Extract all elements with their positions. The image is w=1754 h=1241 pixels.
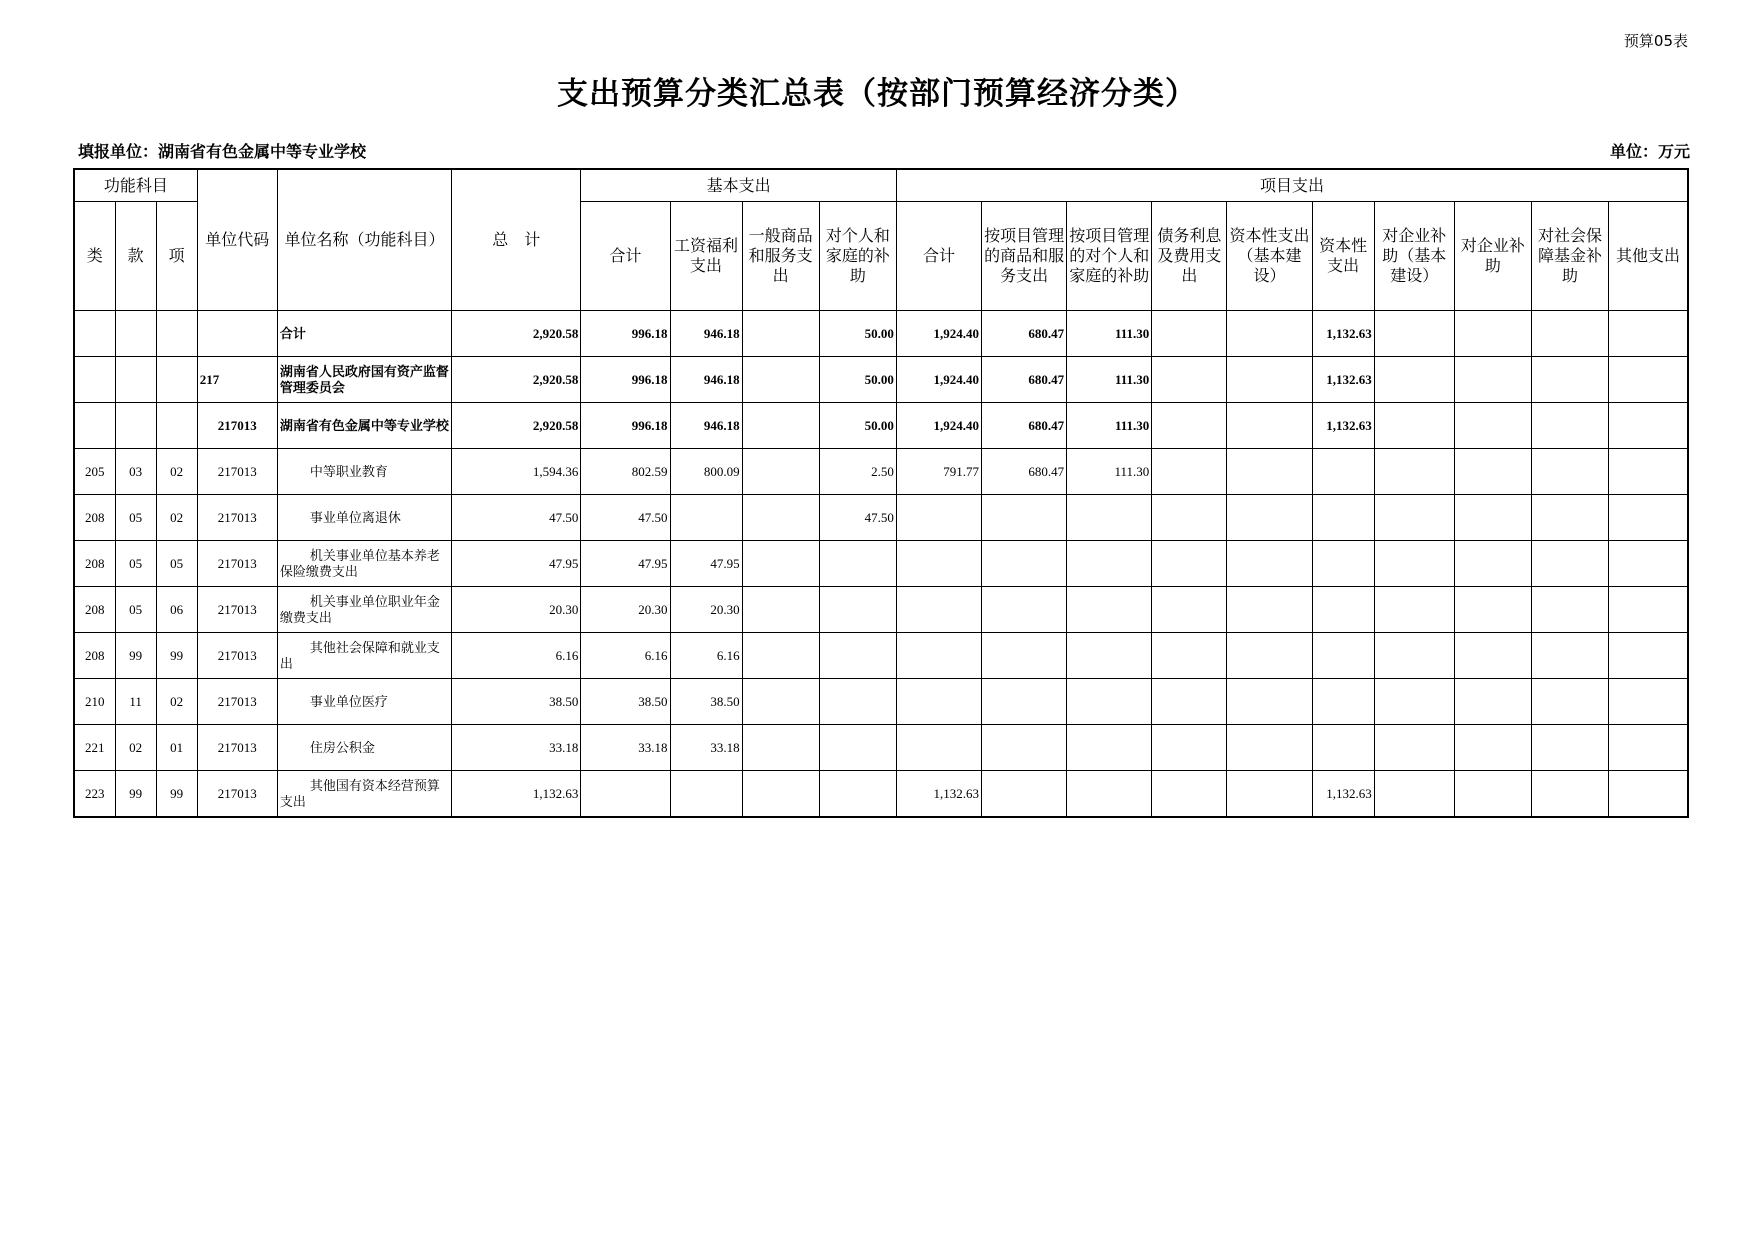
cell-total: 2,920.58	[452, 311, 581, 357]
cell-proj-total	[896, 495, 981, 541]
cell-proj-total	[896, 679, 981, 725]
cell-lei: 221	[74, 725, 115, 771]
cell-code: 217013	[197, 587, 277, 633]
cell-proj-personal	[1067, 725, 1152, 771]
cell-capital: 1,132.63	[1312, 357, 1374, 403]
cell-goods	[742, 495, 819, 541]
cell-proj-personal: 111.30	[1067, 311, 1152, 357]
unit-name-text: 其他社会保障和就业支出	[279, 639, 440, 671]
cell-proj-total: 1,924.40	[896, 311, 981, 357]
cell-social	[1531, 541, 1608, 587]
cell-debt	[1152, 357, 1227, 403]
cell-kuan: 99	[115, 633, 156, 679]
cell-proj-goods: 680.47	[982, 449, 1067, 495]
cell-proj-personal	[1067, 633, 1152, 679]
cell-other	[1609, 541, 1688, 587]
cell-proj-goods: 680.47	[982, 357, 1067, 403]
cell-total: 1,132.63	[452, 771, 581, 818]
cell-basic-total	[581, 771, 670, 818]
cell-social	[1531, 771, 1608, 818]
cell-ent-construct	[1374, 541, 1454, 587]
cell-lei: 208	[74, 495, 115, 541]
cell-capital-construct	[1227, 495, 1312, 541]
cell-lei: 208	[74, 587, 115, 633]
cell-kuan: 02	[115, 725, 156, 771]
cell-code: 217013	[197, 633, 277, 679]
cell-lei: 205	[74, 449, 115, 495]
cell-ent	[1454, 311, 1531, 357]
cell-goods	[742, 771, 819, 818]
cell-social	[1531, 311, 1608, 357]
cell-proj-goods	[982, 771, 1067, 818]
cell-kuan	[115, 357, 156, 403]
cell-proj-total	[896, 633, 981, 679]
cell-capital-construct	[1227, 311, 1312, 357]
cell-social	[1531, 587, 1608, 633]
cell-wages: 38.50	[670, 679, 742, 725]
cell-personal	[819, 679, 896, 725]
cell-ent	[1454, 403, 1531, 449]
cell-proj-personal: 111.30	[1067, 449, 1152, 495]
cell-social	[1531, 357, 1608, 403]
table-row	[74, 541, 1688, 587]
cell-capital	[1312, 495, 1374, 541]
cell-code: 217013	[197, 541, 277, 587]
cell-basic-total: 996.18	[581, 403, 670, 449]
cell-debt	[1152, 771, 1227, 818]
cell-personal	[819, 541, 896, 587]
cell-goods	[742, 357, 819, 403]
cell-total: 2,920.58	[452, 403, 581, 449]
unit-name-text: 湖南省人民政府国有资产监督管理委员会	[279, 363, 449, 395]
cell-wages: 33.18	[670, 725, 742, 771]
cell-code: 217013	[197, 495, 277, 541]
cell-capital	[1312, 633, 1374, 679]
header-ent-construct: 对企业补助（基本建设）	[1374, 202, 1454, 311]
fill-unit: 填报单位：湖南省有色金属中等专业学校	[78, 142, 367, 161]
cell-personal	[819, 633, 896, 679]
cell-wages: 20.30	[670, 587, 742, 633]
cell-basic-total: 20.30	[581, 587, 670, 633]
cell-capital-construct	[1227, 725, 1312, 771]
cell-code: 217013	[197, 449, 277, 495]
cell-wages: 47.95	[670, 541, 742, 587]
header-debt: 债务利息及费用支出	[1152, 202, 1227, 311]
cell-ent-construct	[1374, 679, 1454, 725]
unit-name-text: 机关事业单位基本养老保险缴费支出	[279, 547, 440, 579]
cell-ent-construct	[1374, 449, 1454, 495]
cell-proj-total: 1,924.40	[896, 357, 981, 403]
cell-goods	[742, 403, 819, 449]
cell-xiang: 99	[156, 633, 197, 679]
header-project: 项目支出	[896, 169, 1688, 202]
cell-wages: 800.09	[670, 449, 742, 495]
cell-proj-goods	[982, 495, 1067, 541]
cell-name	[277, 311, 451, 357]
cell-wages	[670, 771, 742, 818]
unit-name-text: 中等职业教育	[309, 463, 388, 479]
cell-kuan: 99	[115, 771, 156, 818]
cell-other	[1609, 587, 1688, 633]
cell-proj-personal	[1067, 771, 1152, 818]
cell-capital-construct	[1227, 403, 1312, 449]
cell-capital	[1312, 679, 1374, 725]
cell-social	[1531, 403, 1608, 449]
cell-total: 33.18	[452, 725, 581, 771]
cell-goods	[742, 449, 819, 495]
cell-lei: 208	[74, 541, 115, 587]
cell-debt	[1152, 311, 1227, 357]
cell-total: 1,594.36	[452, 449, 581, 495]
cell-name	[277, 725, 451, 771]
header-xiang: 项	[156, 202, 197, 311]
cell-basic-total: 47.95	[581, 541, 670, 587]
cell-capital	[1312, 587, 1374, 633]
cell-ent	[1454, 449, 1531, 495]
cell-lei: 208	[74, 633, 115, 679]
unit-name-text: 事业单位医疗	[309, 693, 388, 709]
cell-xiang: 02	[156, 449, 197, 495]
header-unit-name: 单位名称（功能科目）	[277, 169, 451, 311]
header-proj-goods: 按项目管理的商品和服务支出	[982, 202, 1067, 311]
table-row	[74, 311, 1688, 357]
table-row	[74, 357, 1688, 403]
cell-basic-total: 33.18	[581, 725, 670, 771]
unit-name-text: 事业单位离退休	[309, 509, 401, 525]
header-personal: 对个人和家庭的补助	[819, 202, 896, 311]
cell-personal: 50.00	[819, 357, 896, 403]
cell-ent-construct	[1374, 403, 1454, 449]
cell-kuan: 05	[115, 587, 156, 633]
cell-proj-personal	[1067, 587, 1152, 633]
cell-name	[277, 771, 451, 818]
cell-basic-total: 6.16	[581, 633, 670, 679]
table-row	[74, 771, 1688, 818]
cell-capital-construct	[1227, 633, 1312, 679]
cell-basic-total: 38.50	[581, 679, 670, 725]
cell-capital: 1,132.63	[1312, 771, 1374, 818]
cell-total: 47.95	[452, 541, 581, 587]
cell-code: 217013	[197, 771, 277, 818]
cell-name	[277, 357, 451, 403]
cell-wages: 946.18	[670, 311, 742, 357]
cell-total: 2,920.58	[452, 357, 581, 403]
cell-proj-personal	[1067, 679, 1152, 725]
cell-ent	[1454, 541, 1531, 587]
cell-ent-construct	[1374, 771, 1454, 818]
cell-wages: 6.16	[670, 633, 742, 679]
cell-code: 217	[197, 357, 277, 403]
unit-name-text: 住房公积金	[309, 739, 375, 755]
cell-other	[1609, 311, 1688, 357]
header-total: 总 计	[452, 169, 581, 311]
form-number: 预算05表	[1623, 32, 1688, 50]
table-body	[74, 311, 1688, 818]
cell-social	[1531, 679, 1608, 725]
cell-other	[1609, 771, 1688, 818]
header-lei: 类	[74, 202, 115, 311]
cell-ent-construct	[1374, 633, 1454, 679]
cell-ent-construct	[1374, 357, 1454, 403]
cell-other	[1609, 403, 1688, 449]
cell-ent	[1454, 587, 1531, 633]
cell-debt	[1152, 725, 1227, 771]
header-basic-total: 合计	[581, 202, 670, 311]
cell-other	[1609, 449, 1688, 495]
cell-total: 47.50	[452, 495, 581, 541]
cell-proj-total: 791.77	[896, 449, 981, 495]
cell-other	[1609, 725, 1688, 771]
cell-kuan: 03	[115, 449, 156, 495]
cell-xiang	[156, 311, 197, 357]
cell-lei: 223	[74, 771, 115, 818]
cell-ent-construct	[1374, 311, 1454, 357]
cell-goods	[742, 541, 819, 587]
cell-name	[277, 495, 451, 541]
cell-proj-goods	[982, 541, 1067, 587]
cell-ent-construct	[1374, 725, 1454, 771]
header-social: 对社会保障基金补助	[1531, 202, 1608, 311]
header-basic: 基本支出	[581, 169, 897, 202]
cell-xiang: 99	[156, 771, 197, 818]
cell-lei: 210	[74, 679, 115, 725]
cell-proj-goods	[982, 633, 1067, 679]
cell-other	[1609, 495, 1688, 541]
cell-wages: 946.18	[670, 403, 742, 449]
cell-wages	[670, 495, 742, 541]
cell-goods	[742, 587, 819, 633]
cell-proj-goods	[982, 679, 1067, 725]
cell-debt	[1152, 633, 1227, 679]
cell-social	[1531, 449, 1608, 495]
cell-proj-goods: 680.47	[982, 311, 1067, 357]
cell-proj-total: 1,132.63	[896, 771, 981, 818]
cell-lei	[74, 357, 115, 403]
cell-ent	[1454, 771, 1531, 818]
cell-goods	[742, 725, 819, 771]
header-proj-personal: 按项目管理的对个人和家庭的补助	[1067, 202, 1152, 311]
header-capital: 资本性支出	[1312, 202, 1374, 311]
cell-personal: 47.50	[819, 495, 896, 541]
cell-code: 217013	[197, 403, 277, 449]
cell-basic-total: 802.59	[581, 449, 670, 495]
cell-capital-construct	[1227, 771, 1312, 818]
cell-other	[1609, 357, 1688, 403]
cell-name	[277, 541, 451, 587]
cell-basic-total: 47.50	[581, 495, 670, 541]
table-row	[74, 403, 1688, 449]
cell-debt	[1152, 449, 1227, 495]
cell-proj-goods	[982, 587, 1067, 633]
cell-name	[277, 403, 451, 449]
cell-debt	[1152, 403, 1227, 449]
cell-proj-personal: 111.30	[1067, 357, 1152, 403]
cell-capital: 1,132.63	[1312, 311, 1374, 357]
table-row	[74, 587, 1688, 633]
cell-proj-total	[896, 725, 981, 771]
cell-name	[277, 633, 451, 679]
unit-name-text: 合计	[279, 325, 306, 341]
header-func-subject: 功能科目	[74, 169, 197, 202]
cell-wages: 946.18	[670, 357, 742, 403]
cell-debt	[1152, 495, 1227, 541]
table-row	[74, 449, 1688, 495]
cell-xiang: 02	[156, 495, 197, 541]
header-other: 其他支出	[1609, 202, 1688, 311]
unit-name-text: 机关事业单位职业年金缴费支出	[279, 593, 440, 625]
cell-ent	[1454, 633, 1531, 679]
cell-capital	[1312, 725, 1374, 771]
cell-capital-construct	[1227, 587, 1312, 633]
cell-goods	[742, 679, 819, 725]
cell-proj-personal	[1067, 495, 1152, 541]
cell-code: 217013	[197, 725, 277, 771]
cell-total: 20.30	[452, 587, 581, 633]
header-kuan: 款	[115, 202, 156, 311]
cell-social	[1531, 633, 1608, 679]
cell-kuan	[115, 311, 156, 357]
cell-proj-goods: 680.47	[982, 403, 1067, 449]
cell-ent	[1454, 357, 1531, 403]
page-title: 支出预算分类汇总表（按部门预算经济分类）	[557, 76, 1197, 112]
cell-basic-total: 996.18	[581, 357, 670, 403]
cell-xiang: 06	[156, 587, 197, 633]
cell-personal	[819, 771, 896, 818]
cell-xiang: 01	[156, 725, 197, 771]
unit-name-text: 湖南省有色金属中等专业学校	[279, 417, 449, 433]
cell-capital-construct	[1227, 679, 1312, 725]
budget-table	[73, 168, 1689, 818]
cell-total: 6.16	[452, 633, 581, 679]
cell-debt	[1152, 587, 1227, 633]
cell-goods	[742, 311, 819, 357]
cell-ent	[1454, 495, 1531, 541]
cell-xiang: 05	[156, 541, 197, 587]
cell-code	[197, 311, 277, 357]
cell-name	[277, 587, 451, 633]
cell-capital	[1312, 541, 1374, 587]
cell-other	[1609, 633, 1688, 679]
cell-ent	[1454, 679, 1531, 725]
cell-personal	[819, 725, 896, 771]
cell-total: 38.50	[452, 679, 581, 725]
cell-xiang	[156, 403, 197, 449]
cell-kuan: 11	[115, 679, 156, 725]
header-wages: 工资福利支出	[670, 202, 742, 311]
cell-capital	[1312, 449, 1374, 495]
header-capital-construct: 资本性支出（基本建设）	[1227, 202, 1312, 311]
table-row	[74, 495, 1688, 541]
cell-capital-construct	[1227, 357, 1312, 403]
cell-debt	[1152, 679, 1227, 725]
cell-proj-goods	[982, 725, 1067, 771]
cell-personal: 2.50	[819, 449, 896, 495]
cell-proj-total	[896, 541, 981, 587]
currency-unit: 单位：万元	[1609, 142, 1690, 161]
cell-capital-construct	[1227, 449, 1312, 495]
cell-personal: 50.00	[819, 311, 896, 357]
header-ent: 对企业补助	[1454, 202, 1531, 311]
header-goods: 一般商品和服务支出	[742, 202, 819, 311]
cell-basic-total: 996.18	[581, 311, 670, 357]
cell-kuan: 05	[115, 541, 156, 587]
table-row	[74, 633, 1688, 679]
cell-goods	[742, 633, 819, 679]
cell-name	[277, 679, 451, 725]
cell-name	[277, 449, 451, 495]
cell-xiang	[156, 357, 197, 403]
cell-proj-personal	[1067, 541, 1152, 587]
unit-name-text: 其他国有资本经营预算支出	[279, 777, 440, 809]
header-unit-code: 单位代码	[197, 169, 277, 311]
cell-lei	[74, 403, 115, 449]
cell-social	[1531, 725, 1608, 771]
cell-lei	[74, 311, 115, 357]
cell-proj-total	[896, 587, 981, 633]
cell-social	[1531, 495, 1608, 541]
cell-personal: 50.00	[819, 403, 896, 449]
table-row	[74, 679, 1688, 725]
cell-capital-construct	[1227, 541, 1312, 587]
cell-capital: 1,132.63	[1312, 403, 1374, 449]
cell-debt	[1152, 541, 1227, 587]
table-row	[74, 725, 1688, 771]
cell-proj-total: 1,924.40	[896, 403, 981, 449]
cell-ent-construct	[1374, 495, 1454, 541]
header-proj-total: 合计	[896, 202, 981, 311]
cell-other	[1609, 679, 1688, 725]
cell-personal	[819, 587, 896, 633]
cell-code: 217013	[197, 679, 277, 725]
cell-kuan	[115, 403, 156, 449]
cell-ent-construct	[1374, 587, 1454, 633]
cell-ent	[1454, 725, 1531, 771]
cell-kuan: 05	[115, 495, 156, 541]
cell-proj-personal: 111.30	[1067, 403, 1152, 449]
cell-xiang: 02	[156, 679, 197, 725]
table-header	[74, 169, 1688, 311]
